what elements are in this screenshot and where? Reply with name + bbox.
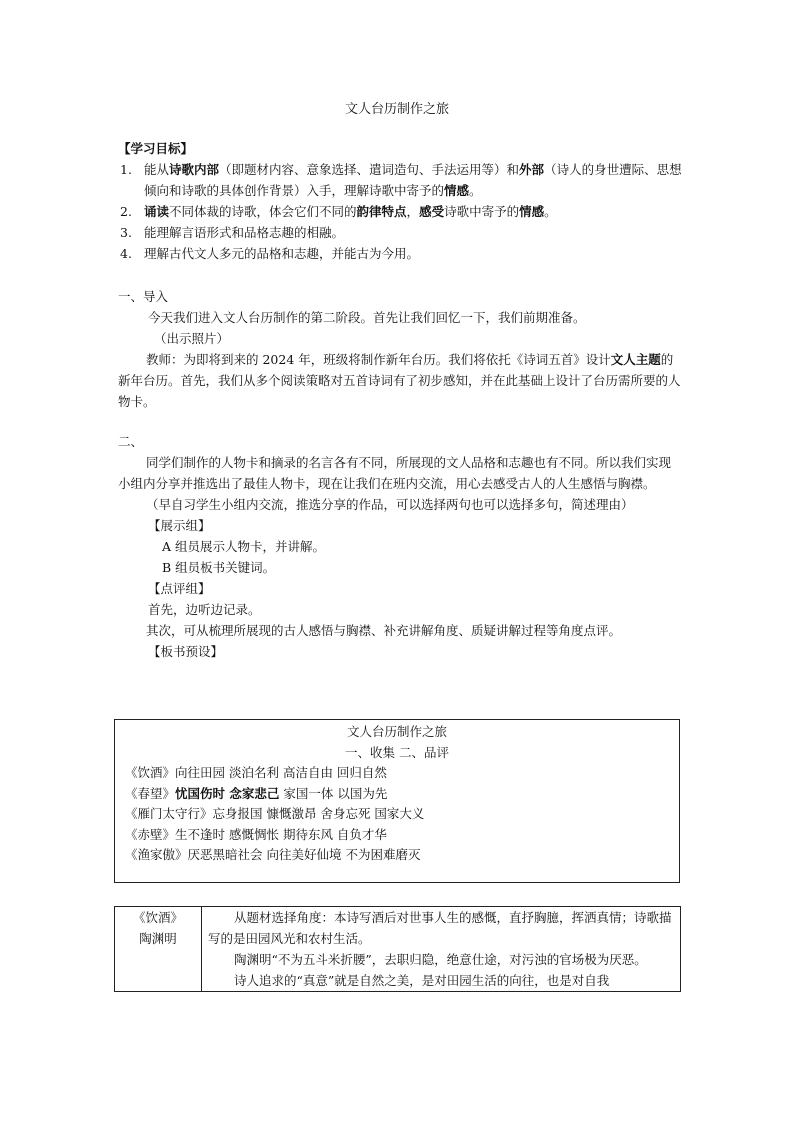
review-group-heading: 【点评组】 [148, 581, 211, 596]
bold-text: 情感 [444, 183, 470, 198]
objectives-heading: 【学习目标】 [118, 141, 194, 156]
text-run: 能理解言语形式和品格志趣的相融。 [144, 225, 345, 240]
objective-number: 1. [120, 162, 132, 177]
poem-title: 《饮酒》 [132, 910, 183, 925]
objective-item [118, 243, 682, 264]
bold-text: 诗歌内部 [169, 162, 220, 177]
board-line [125, 845, 669, 866]
intro-section [118, 286, 682, 412]
board-subtitle: 一、收集 二、品评 [345, 744, 449, 760]
text-run: （即题材内容、意象选择、遣词造句、手法运用等）和 [219, 162, 520, 177]
text-run: 。 [469, 183, 482, 198]
intro-paragraph-1: 今天我们进入文人台历制作的第二阶段。首先让我们回忆一下，我们前期准备。 [148, 310, 586, 325]
board-lines [125, 763, 669, 866]
objectives-list [118, 159, 682, 264]
board-plan-heading: 【板书预设】 [148, 644, 224, 659]
poem-notes-table [114, 906, 681, 992]
bold-text: 文人主题 [610, 352, 661, 367]
table-row [115, 907, 681, 992]
section-two [118, 431, 682, 662]
poem-cell [115, 907, 202, 992]
analysis-cell [202, 907, 681, 992]
text-run: 能从 [144, 162, 170, 177]
show-group-item-b: B 组员板书关键词。 [162, 560, 276, 575]
objective-item [118, 159, 682, 201]
objective-text [144, 243, 682, 264]
show-group-heading: 【展示组】 [148, 518, 211, 533]
analysis-paragraph: 从题材选择角度：本诗写酒后对世事人生的感慨，直抒胸臆，挥洒真情；诗歌描写的是田园风光和农村生活。 [208, 910, 672, 946]
review-group-item-1: 首先，边听边记录。 [148, 602, 261, 617]
intro-paragraph-3 [118, 349, 682, 412]
text-run: 《渔家傲》厌恶黑暗社会 向往美好仙境 不为困难磨灭 [125, 847, 421, 862]
bold-text: 感受 [419, 204, 445, 219]
bold-text: 诵读 [144, 204, 170, 219]
text-run: 不同体裁的诗歌，体会它们不同的 [169, 204, 357, 219]
review-group-item-2: 其次，可从梳理所展现的古人感悟与胸襟、补充讲解角度、质疑讲解过程等角度点评。 [146, 623, 622, 638]
objective-number: 3. [120, 225, 132, 240]
text-run: 的新年台历。首先，我们从多个阅读策略对五首诗词有了初步感知，并在此基础上设计了台历需所要的人物卡。 [118, 352, 681, 409]
objective-text [144, 222, 682, 243]
text-run: 教师：为即将到来的 2024 年，班级将制作新年台历。我们将依托《诗词五首》设计 [146, 352, 611, 367]
page-title: 文人台历制作之旅 [344, 102, 449, 117]
board-plan-box [114, 719, 680, 883]
bold-text: 忧国伤时 念家悲己 [175, 785, 280, 801]
objective-item [118, 222, 682, 243]
board-line [125, 763, 669, 784]
text-run: 。 [544, 204, 557, 219]
section-two-heading: 二、 [118, 434, 144, 449]
objective-text [144, 159, 682, 201]
text-run: 家国一体 以国为先 [279, 785, 388, 801]
show-group-item-a: A 组员展示人物卡，并讲解。 [162, 539, 326, 554]
bold-text: 外部 [519, 162, 545, 177]
board-title: 文人台历制作之旅 [346, 724, 447, 739]
intro-heading: 一、导入 [118, 289, 169, 304]
bold-text: 韵律特点 [356, 204, 407, 219]
text-run: 《饮酒》向往田园 淡泊名利 高洁自由 回归自然 [125, 765, 387, 780]
text-run: （诗人的身世遭际、思想倾向和诗歌的具体创作背景）入手，理解诗歌中寄予的 [144, 162, 682, 198]
text-run: 《赤壁》生不逢时 感慨惆怅 期待东风 自负才华 [125, 826, 387, 842]
analysis-paragraph: 陶渊明“不为五斗米折腰”，去职归隐，绝意仕途，对污浊的官场极为厌恶。 [234, 952, 647, 967]
objectives-section [118, 138, 682, 264]
section-two-paragraph-1: 同学们制作的人物卡和摘录的名言各有不同，所展现的文人品格和志趣也有不同。所以我们实现小组内分享并推选出了最佳人物卡，现在让我们在班内交流，用心去感受古人的人生感悟与胸襟。 [118, 455, 672, 491]
objective-item [118, 201, 682, 222]
text-run: 《雁门太守行》忘身报国 慷慨激昂 舍身忘死 国家大义 [125, 806, 425, 821]
poem-author: 陶渊明 [139, 931, 177, 946]
text-run: 《春望》 [125, 785, 176, 801]
objective-text [144, 201, 682, 222]
board-line [125, 784, 669, 805]
text-run: 诗歌中寄予的 [444, 204, 520, 219]
text-run: 理解古代文人多元的品格和志趣，并能古为今用。 [144, 246, 420, 261]
text-run: ， [406, 204, 420, 219]
objective-number: 2. [120, 204, 132, 219]
objective-number: 4. [120, 246, 132, 261]
section-two-paragraph-2: （早自习学生小组内交流，推选分享的作品，可以选择两句也可以选择多句，简述理由） [146, 497, 634, 512]
bold-text: 情感 [519, 204, 545, 219]
board-line [125, 804, 669, 825]
analysis-paragraph: 诗人追求的“真意”就是自然之美，是对田园生活的向往，也是对自我 [234, 973, 610, 988]
intro-paragraph-2: （出示照片） [154, 331, 230, 346]
board-line [125, 825, 669, 846]
